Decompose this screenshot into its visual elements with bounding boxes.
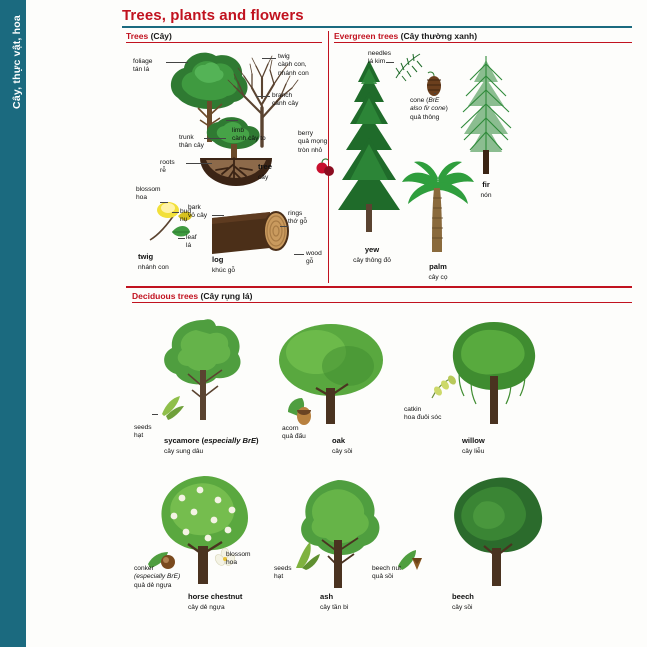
- panel-vertical-separator: [328, 31, 329, 283]
- leader-bark: [212, 215, 224, 216]
- label-seeds: seeds hạt: [134, 424, 152, 440]
- leader-leaf: [178, 238, 185, 239]
- label-beech: beech cây sồi: [452, 592, 474, 611]
- leader-trunk: [204, 138, 226, 139]
- label-trunk: trunk thân cây: [179, 134, 204, 150]
- section-header-evergreen: Evergreen trees (Cây thường xanh): [334, 31, 478, 41]
- label-roots: roots rễ: [160, 159, 175, 175]
- label-berry: berry quả mọng tròn nhỏ: [298, 130, 328, 154]
- section-header-deciduous: Deciduous trees (Cây rụng lá): [132, 291, 253, 301]
- section-header-trees: Trees (Cây): [126, 31, 172, 41]
- leader-limb: [226, 120, 238, 121]
- leader-bud: [172, 212, 179, 213]
- label-needles: needles lá kim: [368, 50, 392, 66]
- panel-divider: [126, 286, 632, 288]
- leader-foliage: [166, 62, 188, 63]
- label-fir: fir nón: [480, 180, 492, 199]
- leader-wood: [294, 254, 304, 255]
- leader-blossom: [160, 202, 168, 203]
- title-rule: [122, 26, 632, 28]
- label-branch: branch cành cây: [272, 92, 299, 108]
- catkin-illustration: [428, 374, 458, 402]
- leader-needles: [386, 62, 394, 63]
- leader-rings: [280, 226, 288, 227]
- acorn-illustration: [282, 396, 316, 428]
- sycamore-seeds-illustration: [156, 392, 186, 422]
- leader-twig: [262, 58, 276, 59]
- leader-roots: [186, 163, 212, 164]
- label-rings: rings thớ gỗ: [288, 210, 307, 226]
- leader-seeds: [152, 414, 158, 415]
- trees-rule: [126, 42, 322, 43]
- label-palm: palm cây cọ: [428, 262, 448, 281]
- evergreen-rule: [334, 42, 632, 43]
- label-willow: willow cây liễu: [462, 436, 485, 455]
- label-acorn: acorn quả đấu: [282, 425, 306, 441]
- label-ash: ash cây tần bì: [320, 592, 349, 611]
- label-yew: yew cây thông đỏ: [353, 245, 391, 264]
- label-twig-bold: twig nhánh con: [138, 252, 169, 271]
- label-bud: bud nụ: [180, 208, 192, 224]
- ash-seeds-illustration: [292, 540, 324, 572]
- label-wood: wood gỗ: [306, 250, 322, 266]
- beech-tree-illustration: [442, 474, 552, 594]
- spine-label: Cây, thực vật, hoa: [11, 15, 23, 109]
- label-horse-chestnut: horse chestnut cây dẻ ngựa: [188, 592, 243, 611]
- label-bark: bark vỏ cây: [188, 204, 208, 220]
- label-log: log khúc gỗ: [212, 255, 236, 274]
- label-beech-nut: beech nut quả sồi: [372, 565, 401, 581]
- label-sycamore: sycamore (especially BrE) cây sung dâu: [164, 436, 259, 455]
- willow-tree-illustration: [440, 316, 550, 430]
- label-blossom: blossom hoa: [136, 186, 161, 202]
- label-cone: cone (BrE also fir cone) quả thông: [410, 97, 448, 121]
- yew-tree-illustration: [336, 58, 406, 243]
- deciduous-rule: [132, 302, 632, 303]
- label-catkin: catkin hoa đuôi sóc: [404, 406, 442, 422]
- label-leaf: leaf lá: [186, 234, 197, 250]
- cone-illustration: [420, 70, 448, 98]
- label-twig: twig cành con, nhánh con: [278, 53, 309, 77]
- label-blossom-chestnut: blossom hoa: [226, 551, 251, 567]
- spine-bar: [0, 0, 26, 647]
- label-conker: conker (especially BrE) quả dẻ ngựa: [134, 565, 181, 589]
- page-title: Trees, plants and flowers: [122, 7, 304, 24]
- label-tree: tree cây: [258, 162, 272, 181]
- berry-illustration: [314, 158, 336, 178]
- label-oak: oak cây sồi: [332, 436, 353, 455]
- leader-cone: [434, 93, 436, 94]
- label-foliage: foliage tán lá: [133, 58, 153, 74]
- palm-tree-illustration: [398, 160, 478, 260]
- label-limb: limb cành cây to: [232, 127, 266, 143]
- label-ash-seeds: seeds hạt: [274, 565, 292, 581]
- leader-branch: [256, 96, 270, 97]
